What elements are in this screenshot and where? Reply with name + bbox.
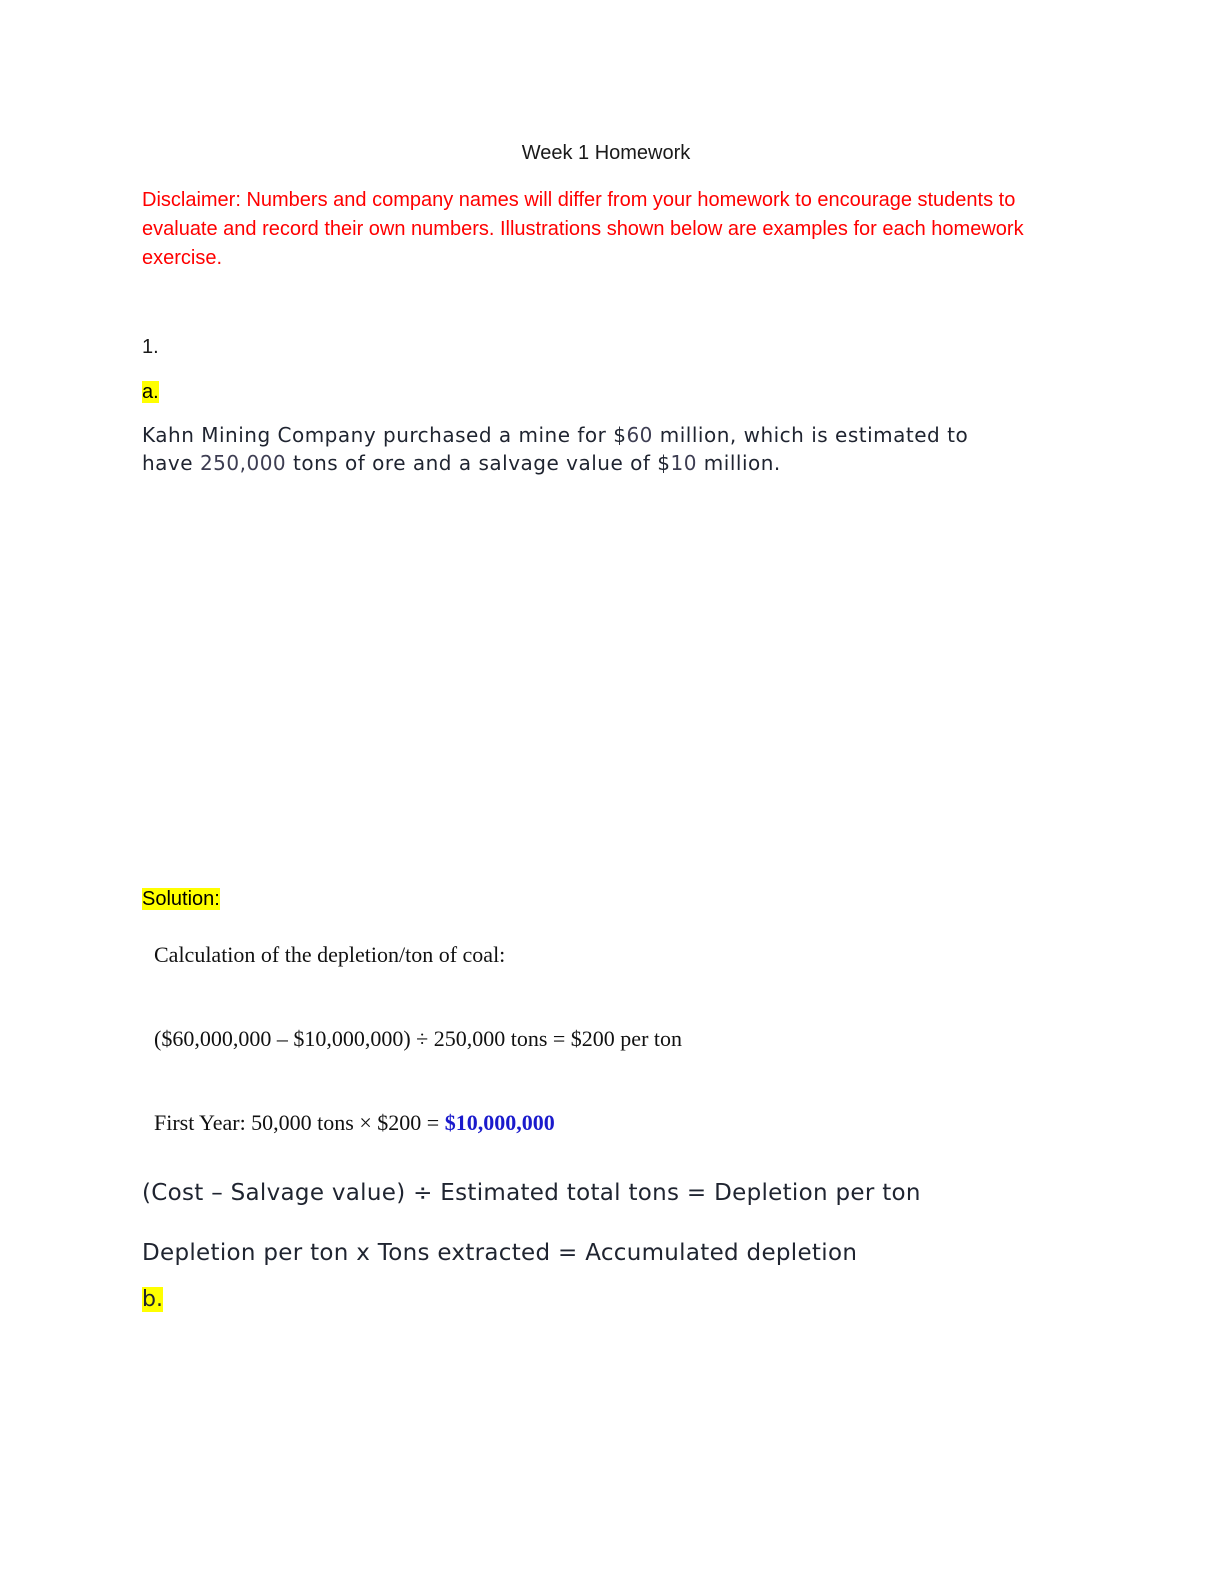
problem-text: tons of ore and a salvage value of $: [286, 451, 671, 475]
part-a-highlight: a.: [142, 381, 159, 403]
problem-line-2: [142, 449, 968, 477]
problem-text: million, which is estimated to: [652, 423, 969, 447]
question-number: 1.: [142, 336, 159, 358]
accumulated-depletion-formula: Depletion per ton x Tons extracted = Accumulated depletion: [142, 1240, 858, 1266]
solution-highlight: Solution:: [142, 888, 220, 910]
page-title: Week 1 Homework: [521, 142, 691, 164]
calculation-formula: ($60,000,000 – $10,000,000) ÷ 250,000 tons = $200 per ton: [154, 1026, 683, 1051]
problem-line-1: [142, 421, 968, 449]
part-b-highlight: b.: [142, 1287, 163, 1312]
problem-statement: [142, 421, 968, 477]
problem-value: 250,000: [199, 451, 287, 475]
problem-value: 60: [626, 423, 653, 447]
depletion-rate-formula: (Cost – Salvage value) ÷ Estimated total tons = Depletion per ton: [142, 1180, 921, 1206]
part-b-label: [142, 1286, 163, 1314]
problem-text: million.: [696, 451, 781, 475]
problem-text: Kahn Mining Company purchased a mine for $: [142, 423, 627, 447]
problem-text: have: [142, 451, 200, 475]
disclaimer-text: Disclaimer: Numbers and company names will differ from your homework to encourage students to evaluate and record their own numbers. Illustrations shown below are examples for each homework exercise.: [142, 189, 1024, 269]
solution-label: [142, 887, 220, 911]
calculation-heading: Calculation of the depletion/ton of coal:: [154, 942, 506, 967]
first-year-text: First Year: 50,000 tons × $200 =: [154, 1110, 445, 1135]
problem-value: 10: [670, 451, 697, 475]
first-year-result: $10,000,000: [444, 1110, 555, 1135]
first-year-calculation: [154, 1110, 555, 1136]
part-a-label: [142, 380, 159, 404]
